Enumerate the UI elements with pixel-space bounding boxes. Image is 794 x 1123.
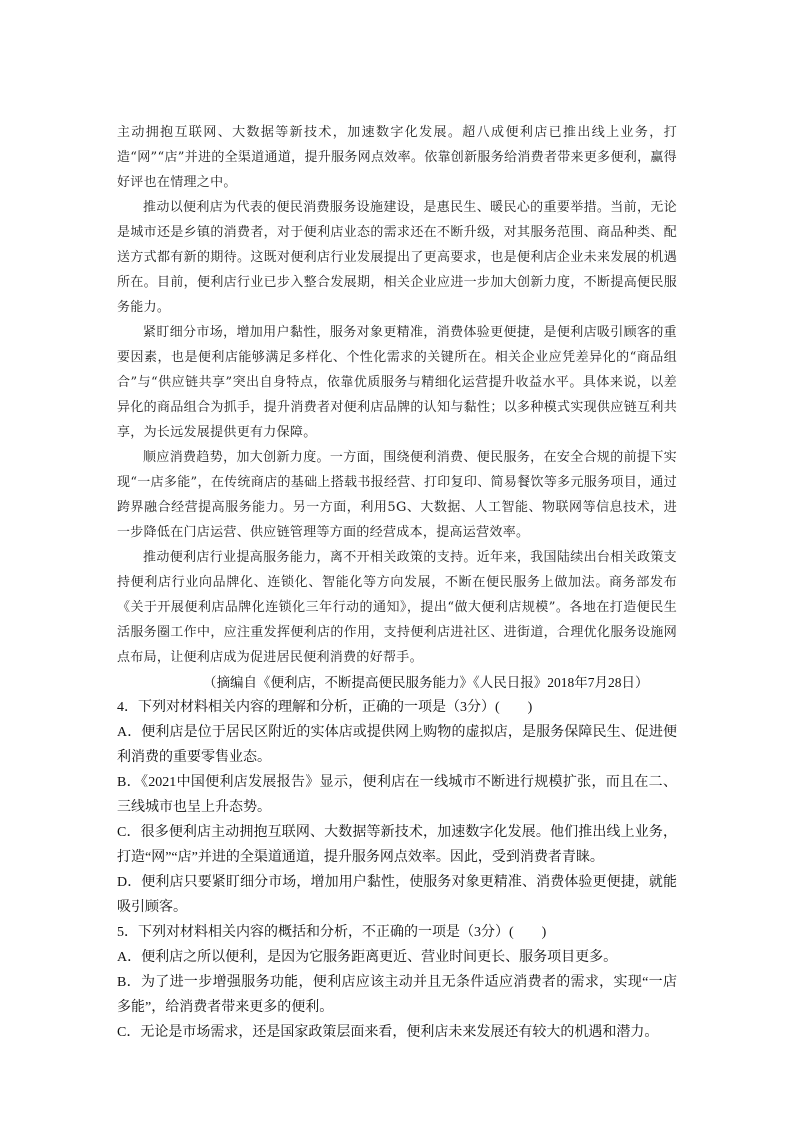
question-5-option-a: A．便利店之所以便利，是因为它服务距离更近、营业时间更长、服务项目更多。 [117,950,618,965]
question-5-option-c: C．无论是市场需求，还是国家政策层面来看，便利店未来发展还有较大的机遇和潜力。 [117,1025,659,1040]
question-5 [117,920,677,1045]
question-4-stem: 4．下列对材料相关内容的理解和分析，正确的一项是（3分）( ) [117,700,533,715]
source-citation: （摘编自《便利店，不断提高便民服务能力》《人民日报》2018年7月28日） [203,675,649,690]
passage-paragraph-5: 推动便利店行业提高服务能力，离不开相关政策的支持。近年来，我国陆续出台相关政策支持便利店行业向品牌化、连锁化、智能化等方向发展，不断在便民服务上做加法。商务部发布《关于开展便利店品牌化连锁化三年行动的通知》，提出“做大便利店规模”。各地在打造便民生活服务圈工作中，应注重发挥便利店的作用，支持便利店进社区、进街道，合理优化服务设施网点布局，让便利店成为促进居民便利消费的好帮手。 [117,550,677,665]
passage-paragraph-2: 推动以便利店为代表的便民消费服务设施建设，是惠民生、暖民心的重要举措。当前，无论是城市还是乡镇的消费者，对于便利店业态的需求还在不断升级，对其服务范围、商品种类、配送方式都有新的期待。这既对便利店行业发展提出了更高要求，也是便利店企业未来发展的机遇所在。目前，便利店行业已步入整合发展期，相关企业应进一步加大创新力度，不断提高便民服务能力。 [117,200,677,315]
passage-paragraph-3: 紧盯细分市场，增加用户黏性，服务对象更精准，消费体验更便捷，是便利店吸引顾客的重要因素，也是便利店能够满足多样化、个性化需求的关键所在。相关企业应凭差异化的“商品组合”与“供应链共享”突出自身特点，依靠优质服务与精细化运营提升收益水平。具体来说，以差异化的商品组合为抓手，提升消费者对便利店品牌的认知与黏性；以多种模式实现供应链互利共享，为长远发展提供更有力保障。 [117,325,677,440]
question-5-stem: 5．下列对材料相关内容的概括和分析，不正确的一项是（3分）( ) [117,925,547,940]
question-4-option-a: A．便利店是位于居民区附近的实体店或提供网上购物的虚拟店，是服务保障民生、促进便利消费的重要零售业态。 [117,725,677,765]
question-4-option-b: B．《2021中国便利店发展报告》显示，便利店在一线城市不断进行规模扩张，而且在二、三线城市也呈上升态势。 [117,775,677,815]
question-5-option-b: B．为了进一步增强服务功能，便利店应该主动并且无条件适应消费者的需求，实现“一店多能”，给消费者带来更多的便利。 [117,975,677,1015]
document-page [117,120,677,1045]
passage-paragraph-4: 顺应消费趋势，加大创新力度。一方面，围绕便利消费、便民服务，在安全合规的前提下实现“一店多能”，在传统商店的基础上搭载书报经营、打印复印、简易餐饮等多元服务项目，通过跨界融合经营提高服务能力。另一方面，利用5G、大数据、人工智能、物联网等信息技术，进一步降低在门店运营、供应链管理等方面的经营成本，提高运营效率。 [117,450,677,540]
question-4-option-d: D．便利店只要紧盯细分市场，增加用户黏性，使服务对象更精准、消费体验更便捷，就能吸引顾客。 [117,875,677,915]
question-4 [117,695,677,920]
question-4-option-c: C．很多便利店主动拥抱互联网、大数据等新技术，加速数字化发展。他们推出线上业务，打造“网”“店”并进的全渠道通道，提升服务网点效率。因此，受到消费者青睐。 [117,825,677,865]
passage-paragraph-1: 主动拥抱互联网、大数据等新技术，加速数字化发展。超八成便利店已推出线上业务，打造“网”“店”并进的全渠道通道，提升服务网点效率。依靠创新服务给消费者带来更多便利，赢得好评也在情理之中。 [117,125,677,190]
